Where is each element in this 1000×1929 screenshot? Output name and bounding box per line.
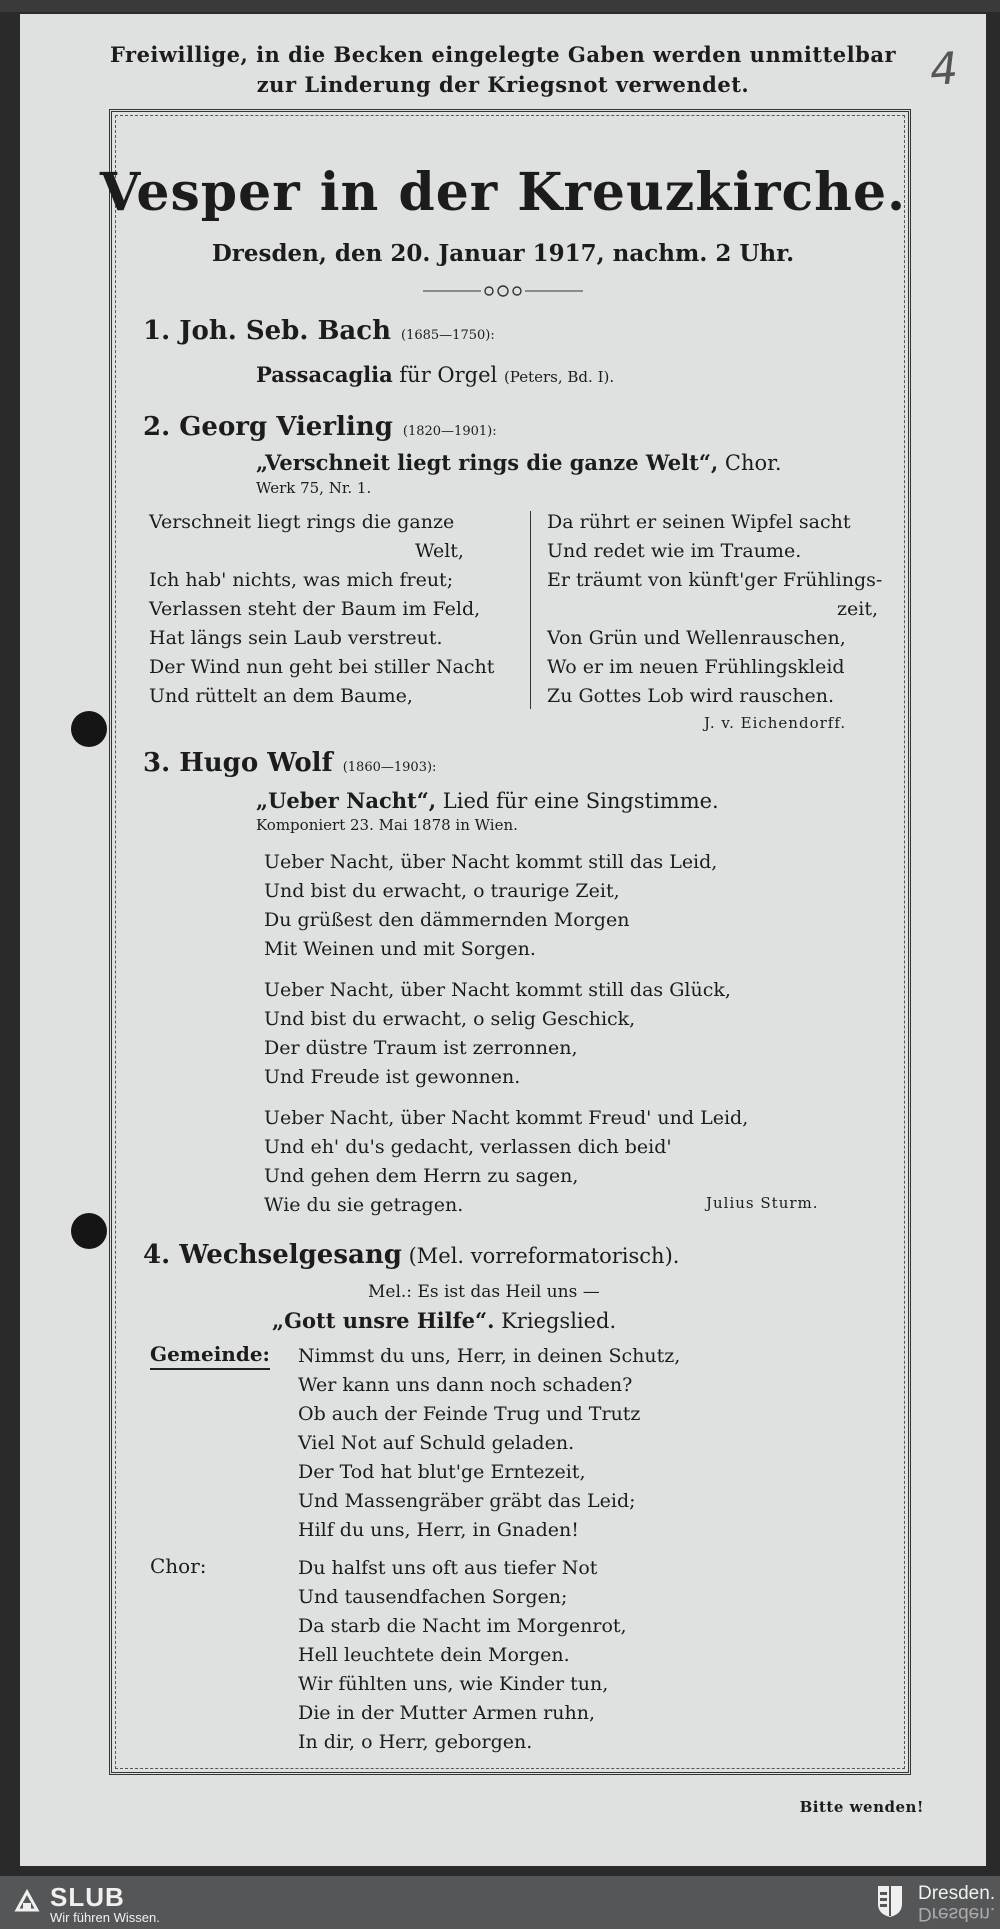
item-2-work — [256, 450, 782, 475]
viewer-footer-bar — [0, 1876, 1000, 1929]
item-1-composer: 1. Joh. Seb. Bach — [143, 316, 392, 346]
item-2-work-title: „Verschneit liegt rings die ganze Welt“, — [256, 450, 719, 475]
part-label-chor: Chor: — [150, 1554, 207, 1578]
item-2-heading — [143, 412, 497, 442]
verse-line: Der Tod hat blut'ge Erntezeit, — [298, 1461, 586, 1483]
item-2-dates: (1820—1901): — [402, 424, 497, 439]
verse-line: Nimmst du uns, Herr, in deinen Schutz, — [298, 1345, 681, 1367]
verse-line: In dir, o Herr, geborgen. — [298, 1731, 533, 1753]
slub-logo-icon[interactable] — [13, 1888, 41, 1916]
notice-line-1: Freiwillige, in die Becken eingelegte Gaben werden unmittelbar — [109, 42, 897, 67]
item-1-work-rest: für Orgel — [392, 363, 504, 387]
verse-line: Ich hab' nichts, was mich freut; — [149, 569, 454, 591]
punch-hole — [71, 1213, 107, 1249]
item-2-verse-left — [149, 508, 515, 711]
item-4-work-title: „Gott unsre Hilfe“. — [272, 1308, 495, 1333]
verse-line: Er träumt von künft'ger Frühlings- — [547, 569, 883, 591]
item-3-author: Julius Sturm. — [706, 1194, 819, 1212]
part-label-gemeinde: Gemeinde: — [150, 1342, 270, 1370]
viewer-top-edge — [0, 0, 1000, 12]
item-2-author: J. v. Eichendorff. — [704, 714, 847, 732]
part-chor-lines — [298, 1554, 627, 1757]
donation-notice — [20, 40, 986, 100]
part-gemeinde-lines — [298, 1342, 680, 1545]
verse-line: Du grüßest den dämmernden Morgen — [264, 909, 630, 931]
verse-line: Von Grün und Wellenrauschen, — [547, 627, 846, 649]
verse-line: Verlassen steht der Baum im Feld, — [149, 598, 481, 620]
verse-line: Und tausendfachen Sorgen; — [298, 1586, 568, 1608]
verse-line: Und Massengräber gräbt das Leid; — [298, 1490, 636, 1512]
dresden-brand-reflection: Dresden. — [918, 1903, 996, 1924]
item-4-heading-rest: (Mel. vorreformatorisch). — [401, 1244, 680, 1268]
verse-line: Und rüttelt an dem Baume, — [149, 685, 413, 707]
ornament-divider — [423, 284, 583, 298]
item-3-stanza-2 — [264, 976, 731, 1092]
item-1-heading — [143, 316, 495, 346]
item-1-work-ref: (Peters, Bd. I). — [503, 368, 615, 386]
program-sheet — [20, 14, 986, 1866]
verse-line: Wie du sie getragen. — [264, 1194, 464, 1216]
verse-line: Der Wind nun geht bei stiller Nacht — [149, 656, 495, 678]
verse-line: Ueber Nacht, über Nacht kommt still das Glück, — [264, 979, 731, 1001]
verse-line: Und eh' du's gedacht, verlassen dich beid' — [264, 1136, 672, 1158]
item-4-heading — [143, 1240, 679, 1270]
item-4-melody: Mel.: Es ist das Heil uns — — [368, 1282, 600, 1302]
punch-hole — [71, 711, 107, 747]
item-3-stanza-1 — [264, 848, 717, 964]
item-4-work — [272, 1308, 616, 1333]
page-title: Vesper in der Kreuzkirche. — [99, 162, 907, 223]
verse-line: Hilf du uns, Herr, in Gnaden! — [298, 1519, 579, 1541]
turn-over-note: Bitte wenden! — [799, 1798, 924, 1816]
event-date: Dresden, den 20. Januar 1917, nachm. 2 Uhr. — [211, 240, 795, 267]
verse-line: Und gehen dem Herrn zu sagen, — [264, 1165, 579, 1187]
item-3-composer: 3. Hugo Wolf — [143, 748, 333, 778]
verse-line: Zu Gottes Lob wird rauschen. — [547, 685, 835, 707]
verse-line: Wo er im neuen Frühlingskleid — [547, 656, 845, 678]
verse-line: Mit Weinen und mit Sorgen. — [264, 938, 536, 960]
item-4-work-rest: Kriegslied. — [494, 1309, 617, 1333]
verse-line: zeit, — [837, 598, 879, 620]
item-2-composer: 2. Georg Vierling — [143, 412, 393, 442]
item-3-work — [256, 788, 719, 813]
verse-line: Und Freude ist gewonnen. — [264, 1066, 521, 1088]
slub-tagline: Wir führen Wissen. — [50, 1910, 160, 1925]
verse-line: Und bist du erwacht, o traurige Zeit, — [264, 880, 620, 902]
verse-line: Ueber Nacht, über Nacht kommt Freud' und Leid, — [264, 1107, 749, 1129]
verse-line: Wir fühlten uns, wie Kinder tun, — [298, 1673, 609, 1695]
verse-line: Wer kann uns dann noch schaden? — [298, 1374, 633, 1396]
item-1-work — [256, 362, 614, 387]
item-3-work-title: „Ueber Nacht“, — [256, 788, 437, 813]
dresden-crest-icon[interactable] — [876, 1884, 904, 1918]
item-3-heading — [143, 748, 436, 778]
item-2-work-rest: Chor. — [718, 451, 782, 475]
verse-line: Da rührt er seinen Wipfel sacht — [547, 511, 851, 533]
verse-line: Ob auch der Feinde Trug und Trutz — [298, 1403, 641, 1425]
verse-line: Hat längs sein Laub verstreut. — [149, 627, 443, 649]
verse-line: Ueber Nacht, über Nacht kommt still das Leid, — [264, 851, 718, 873]
item-1-work-title: Passacaglia — [256, 362, 393, 387]
item-3-opus: Komponiert 23. Mai 1878 in Wien. — [256, 816, 518, 834]
verse-line: Die in der Mutter Armen ruhn, — [298, 1702, 595, 1724]
column-divider — [530, 511, 531, 709]
item-3-stanza-3 — [264, 1104, 748, 1220]
verse-line: Du halfst uns oft aus tiefer Not — [298, 1557, 598, 1579]
verse-line: Hell leuchtete dein Morgen. — [298, 1644, 570, 1666]
notice-line-2: zur Linderung der Kriegsnot verwendet. — [256, 72, 750, 97]
verse-line: Welt, — [415, 540, 464, 562]
verse-line: Da starb die Nacht im Morgenrot, — [298, 1615, 627, 1637]
handwritten-page-number: 4 — [928, 43, 960, 96]
dresden-brand[interactable]: Dresden. — [918, 1883, 996, 1904]
item-1-dates: (1685—1750): — [401, 328, 495, 343]
item-3-dates: (1860—1903): — [342, 760, 437, 775]
item-2-opus: Werk 75, Nr. 1. — [256, 479, 372, 497]
item-4-title: 4. Wechselgesang — [143, 1240, 402, 1270]
verse-line: Viel Not auf Schuld geladen. — [298, 1432, 575, 1454]
item-2-verse-right — [547, 508, 887, 711]
verse-line: Und bist du erwacht, o selig Geschick, — [264, 1008, 636, 1030]
verse-line: Der düstre Traum ist zerronnen, — [264, 1037, 578, 1059]
slub-name[interactable]: SLUB — [50, 1882, 125, 1912]
item-3-work-rest: Lied für eine Singstimme. — [436, 789, 719, 813]
verse-line: Verschneit liegt rings die ganze — [149, 511, 455, 533]
verse-line: Und redet wie im Traume. — [547, 540, 802, 562]
